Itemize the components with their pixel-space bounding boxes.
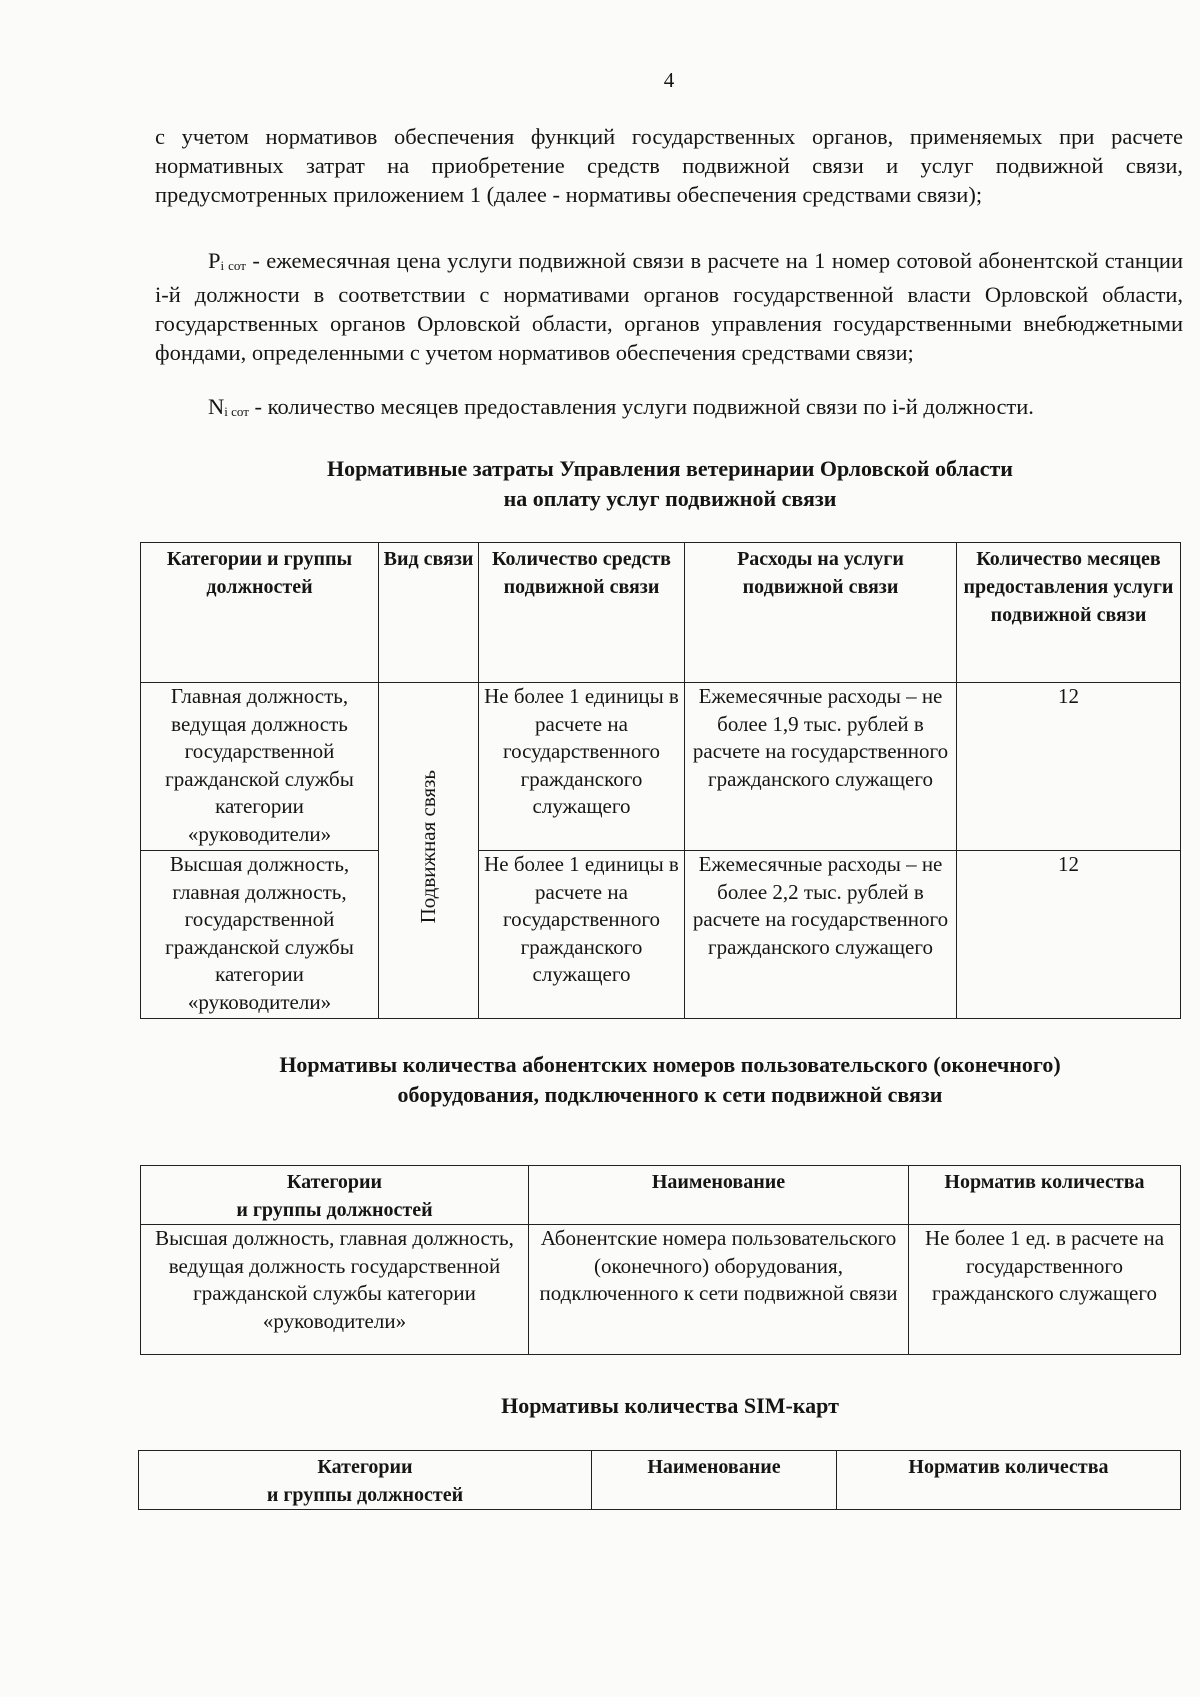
table2-title-line1: Нормативы количества абонентских номеров пользовательского (оконечного) (279, 1052, 1061, 1077)
table1-row2-expense: Ежемесячные расходы – не более 2,2 тыс. рублей в расчете на государственного гражданского служащего (685, 851, 957, 1019)
table-row (141, 683, 1181, 851)
table2-title-line2: оборудования, подключенного к сети подвижной связи (397, 1082, 943, 1107)
table2-header-category-line2: и группы должностей (236, 1199, 433, 1221)
table2-header-row (141, 1166, 1181, 1225)
table1-header-row (141, 543, 1181, 683)
symbol-n-subscript: i сот (224, 404, 249, 419)
table-mobile-costs (140, 542, 1181, 1019)
table2-header-norm: Норматив количества (909, 1166, 1181, 1225)
symbol-p: P (208, 248, 221, 273)
table2-title (140, 1050, 1200, 1110)
paragraph-3-text: - количество месяцев предоставления услуги подвижной связи по i-й должности. (248, 394, 1034, 419)
table3-header-row (139, 1451, 1181, 1510)
table1-row1-quantity: Не более 1 единицы в расчете на государственного гражданского служащего (479, 683, 685, 851)
table1-header-expense: Расходы на услуги подвижной связи (685, 543, 957, 683)
table3-header-category (139, 1451, 592, 1510)
table1-title (140, 454, 1200, 514)
table1-title-line1: Нормативные затраты Управления ветеринарии Орловской области (327, 456, 1013, 481)
table3-header-name: Наименование (592, 1451, 837, 1510)
table-row (141, 1225, 1181, 1355)
table1-row1-months: 12 (957, 683, 1181, 851)
paragraph-2-text: - ежемесячная цена услуги подвижной связи в расчете на 1 номер сотовой абонентской станции i-й должности в соответствии с нормативами органов государственной власти Орловской области, государственных органов Орловской области, органов управления государственными внебюджетными фондами, определенными с учетом нормативов обеспечения средствами связи; (155, 248, 1183, 365)
table2-header-category-line1: Категории (286, 1171, 383, 1193)
table3-header-norm: Норматив количества (837, 1451, 1181, 1510)
table1-header-months: Количество месяцев предоставления услуги подвижной связи (957, 543, 1181, 683)
table3-title: Нормативы количества SIM-карт (501, 1393, 839, 1418)
table1-header-quantity: Количество средств подвижной связи (479, 543, 685, 683)
table1-header-type: Вид связи (379, 543, 479, 683)
paragraph-1: с учетом нормативов обеспечения функций государственных органов, применяемых при расчете нормативных затрат на приобретение средств подвижной связи и услуг подвижной связи, предусмотренных приложением 1 (далее - нормативы обеспечения средствами связи); (155, 124, 1183, 207)
table-sim-cards (138, 1450, 1181, 1510)
table-subscriber-numbers (140, 1165, 1181, 1355)
page-number: 4 (663, 68, 675, 92)
table1-row1-expense: Ежемесячные расходы – не более 1,9 тыс. рублей в расчете на государственного гражданского служащего (685, 683, 957, 851)
table1-title-line2: на оплату услуг подвижной связи (503, 486, 837, 511)
table2-header-category (141, 1166, 529, 1225)
table1-row1-category: Главная должность, ведущая должность государственной гражданской службы категории «руководители» (141, 683, 379, 851)
table1-type-cell (379, 683, 479, 1019)
table1-vertical-label: Подвижная связь (415, 770, 440, 924)
symbol-p-subscript: i сот (220, 258, 246, 273)
table2-row1-category: Высшая должность, главная должность, ведущая должность государственной гражданской службы категории «руководители» (141, 1225, 529, 1355)
table1-row2-category: Высшая должность, главная должность, государственной гражданской службы категории «руководители» (141, 851, 379, 1019)
paragraph-3 (155, 392, 1183, 426)
table3-header-category-line2: и группы должностей (266, 1484, 464, 1506)
table2-row1-name: Абонентские номера пользовательского (оконечного) оборудования, подключенного к сети подвижной связи (529, 1225, 909, 1355)
table2-header-name: Наименование (529, 1166, 909, 1225)
table2-row1-norm: Не более 1 ед. в расчете на государственного гражданского служащего (909, 1225, 1181, 1355)
paragraph-2 (155, 246, 1183, 367)
table1-header-category: Категории и группы должностей (141, 543, 379, 683)
table3-header-category-line1: Категории (317, 1456, 413, 1478)
table1-row2-months: 12 (957, 851, 1181, 1019)
table1-row2-quantity: Не более 1 единицы в расчете на государственного гражданского служащего (479, 851, 685, 1019)
symbol-n: N (208, 394, 225, 419)
table-row (141, 851, 1181, 1019)
